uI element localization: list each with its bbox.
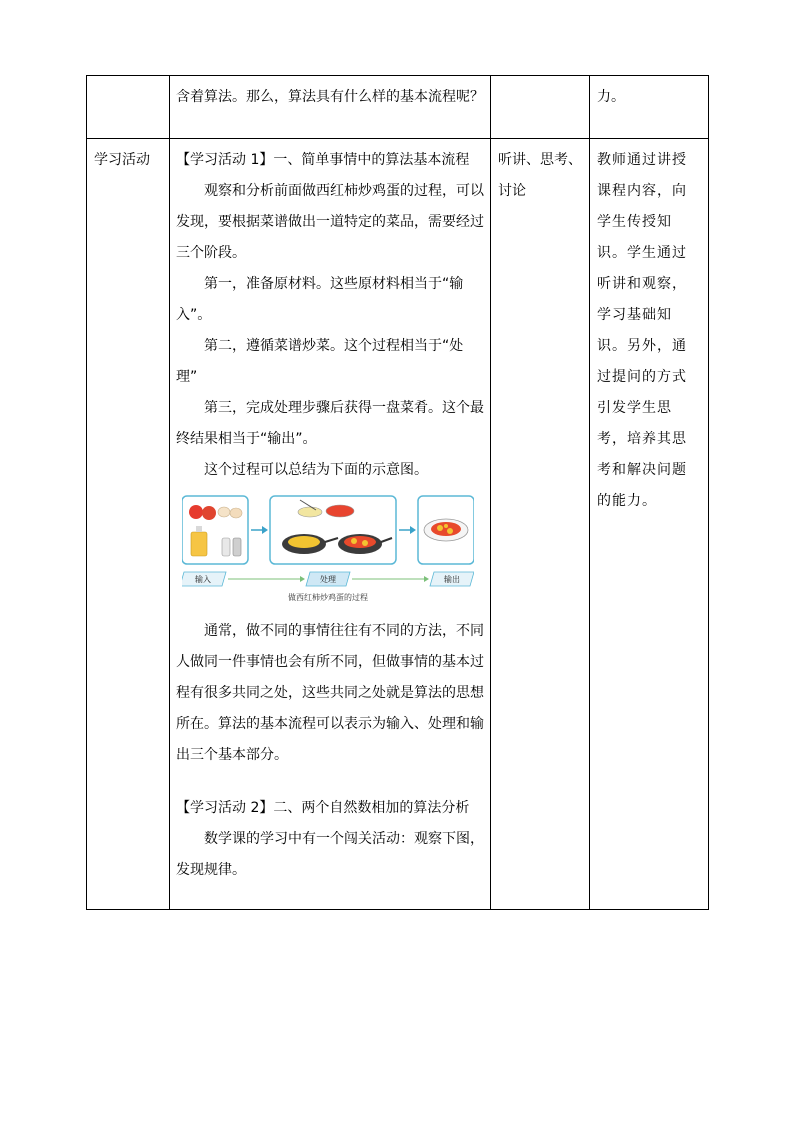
row0-col4-text: 力。 bbox=[597, 89, 625, 105]
arrow-head-icon bbox=[410, 526, 416, 534]
process-diagram bbox=[182, 492, 474, 592]
activity-1-heading: 【学习活动 1】一、简单事情中的算法基本流程 bbox=[176, 152, 470, 168]
tomato-icon bbox=[189, 505, 203, 519]
plate-tomatoes-icon bbox=[326, 505, 354, 517]
design-intent-cell bbox=[590, 139, 709, 910]
paragraph-challenge: 数学课的学习中有一个闯关活动：观察下图，发现规律。 bbox=[176, 831, 484, 878]
row0-col2-cell bbox=[170, 76, 491, 139]
egg-icon bbox=[218, 507, 230, 517]
activity-2-heading: 【学习活动 2】二、两个自然数相加的算法分析 bbox=[176, 800, 470, 816]
oil-bottle-icon bbox=[191, 532, 207, 556]
eggs-in-wok-icon bbox=[288, 536, 320, 548]
arrow-head-icon bbox=[262, 526, 268, 534]
paragraph-algorithm-idea: 通常，做不同的事情往往有不同的方法，不同人做同一件事情也会有所不同，但做事情的基本过程有很多共同之处，这些共同之处就是算法的思想所在。算法的基本流程可以表示为输入、处理和输出三个基本部分。 bbox=[176, 623, 484, 763]
tomato-egg-in-wok-icon bbox=[344, 536, 376, 548]
process-label: 处理 bbox=[320, 575, 336, 584]
design-intent-text: 教师通过讲授课程内容，向学生传授知识。学生通过听讲和观察，学习基础知识。另外，通过提问的方式引发学生思考，培养其思考和解决问题的能力。 bbox=[597, 152, 687, 509]
cooking-process-figure bbox=[182, 492, 474, 610]
paragraph-summary-intro: 这个过程可以总结为下面的示意图。 bbox=[204, 462, 428, 478]
paragraph-step-2: 第二，遵循菜谱炒菜。这个过程相当于“处理” bbox=[176, 338, 464, 385]
figure-caption: 做西红柿炒鸡蛋的过程 bbox=[288, 593, 368, 602]
output-label: 输出 bbox=[444, 575, 460, 584]
paragraph-step-3: 第三，完成处理步骤后获得一盘菜肴。这个最终结果相当于“输出”。 bbox=[176, 400, 484, 447]
student-activity-cell bbox=[491, 139, 590, 910]
salt-shaker-icon bbox=[222, 538, 230, 556]
student-activity-text: 听讲、思考、讨论 bbox=[498, 152, 582, 199]
content-cell bbox=[170, 139, 491, 910]
bowl-eggs-icon bbox=[298, 507, 322, 517]
paragraph-observe: 观察和分析前面做西红柿炒鸡蛋的过程，可以发现，要根据菜谱做出一道特定的菜品，需要经过三个阶段。 bbox=[176, 183, 484, 261]
paragraph-step-1: 第一，准备原材料。这些原材料相当于“输入”。 bbox=[176, 276, 464, 323]
bottle-cap-icon bbox=[196, 526, 202, 532]
row0-col3-text bbox=[491, 76, 589, 82]
tomato-icon bbox=[202, 506, 216, 520]
row0-col1-text bbox=[87, 76, 169, 82]
input-label: 输入 bbox=[195, 575, 211, 584]
row0-col1-cell bbox=[87, 76, 170, 139]
section-label-cell bbox=[87, 139, 170, 910]
section-label: 学习活动 bbox=[94, 152, 150, 168]
lesson-plan-table bbox=[86, 75, 709, 910]
row0-col2-text: 含着算法。那么，算法具有什么样的基本流程呢？ bbox=[176, 89, 484, 105]
egg-icon bbox=[230, 508, 242, 518]
table-row bbox=[87, 139, 709, 910]
row0-col4-cell bbox=[590, 76, 709, 139]
row0-col3-cell bbox=[491, 76, 590, 139]
pepper-shaker-icon bbox=[233, 538, 241, 556]
table-row bbox=[87, 76, 709, 139]
